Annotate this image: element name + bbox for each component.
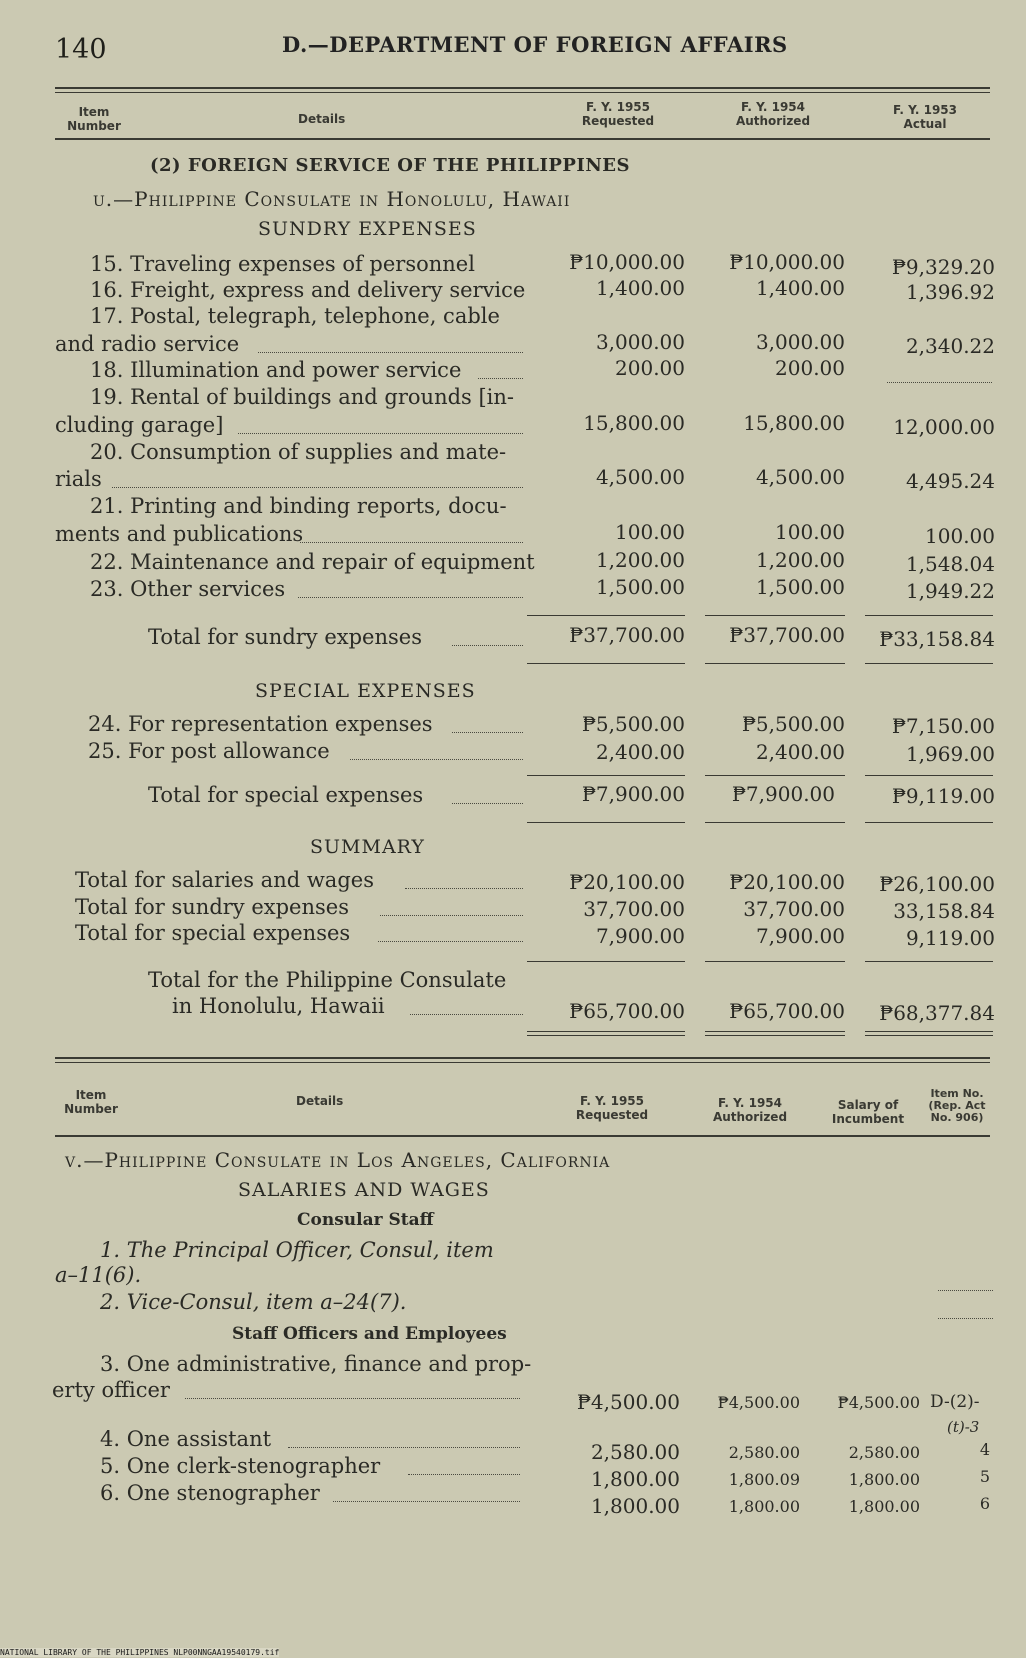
subtotal-rule xyxy=(527,615,685,616)
header2-top-rule xyxy=(55,1057,990,1059)
requested-grand-total: ₱65,700.00 xyxy=(569,999,685,1023)
actual-value: 2,340.22 xyxy=(905,334,995,358)
actual-value: 100.00 xyxy=(925,524,995,548)
authorized-value: 1,500.00 xyxy=(755,575,845,599)
requested-total: ₱7,900.00 xyxy=(581,782,685,806)
requested-value: 1,800.00 xyxy=(590,1467,680,1491)
expense-label: 20. Consumption of supplies and mate- xyxy=(90,440,507,464)
leader-dots xyxy=(298,597,523,598)
subtotal-rule xyxy=(705,775,845,776)
item-number-value: 4 xyxy=(979,1440,990,1459)
summary-label: Total for salaries and wages xyxy=(75,868,374,892)
expense-label: 18. Illumination and power service xyxy=(90,358,462,382)
salary-label-cont: erty officer xyxy=(52,1378,170,1402)
consular-staff-heading: Consular Staff xyxy=(297,1210,434,1230)
leader-dots xyxy=(378,941,523,942)
subtotal-rule xyxy=(865,961,993,962)
expense-label: 25. For post allowance xyxy=(88,739,330,763)
leader-dots xyxy=(410,1014,523,1015)
item-number-value: D-(2)- xyxy=(930,1392,980,1412)
summary-label: Total for sundry expenses xyxy=(75,895,349,919)
subtotal-rule xyxy=(865,775,993,776)
leader-dots xyxy=(380,915,523,916)
col-header-details: Details xyxy=(298,112,346,126)
requested-value: 7,900.00 xyxy=(595,924,685,948)
leader-dots xyxy=(238,433,523,434)
expense-label: 22. Maintenance and repair of equipment xyxy=(90,550,535,574)
blank-actual-dots xyxy=(887,382,992,383)
requested-value: 3,000.00 xyxy=(595,330,685,354)
requested-value: ₱20,100.00 xyxy=(569,870,685,894)
item-1-label-cont: a–11(6). xyxy=(55,1263,142,1287)
actual-value: 9,119.00 xyxy=(905,926,995,950)
leader-dots xyxy=(350,759,523,760)
leader-dots xyxy=(452,732,523,733)
col2-header-item-number: Item Number xyxy=(64,1088,118,1116)
header-top-rule xyxy=(55,87,990,89)
double-rule xyxy=(865,1035,993,1036)
actual-value: 1,949.22 xyxy=(905,579,995,603)
expense-label: 21. Printing and binding reports, docu- xyxy=(90,494,507,518)
salary-label: 4. One assistant xyxy=(100,1427,272,1451)
item-number-value: 6 xyxy=(979,1494,990,1513)
expense-label: 15. Traveling expenses of personnel xyxy=(90,252,475,276)
expense-label: 23. Other services xyxy=(90,577,286,601)
item-number-value-cont: (t)-3 xyxy=(947,1418,980,1436)
col-header-fy1954: F. Y. 1954 Authorized xyxy=(735,100,811,128)
special-expenses-heading: SPECIAL EXPENSES xyxy=(255,680,476,702)
leader-dots xyxy=(478,378,523,379)
sundry-expenses-heading: SUNDRY EXPENSES xyxy=(258,218,477,240)
subtotal-rule xyxy=(705,615,845,616)
total-rule xyxy=(705,822,845,823)
actual-value: 1,548.04 xyxy=(905,552,995,576)
authorized-value: 1,800.09 xyxy=(728,1470,800,1489)
leader-dots xyxy=(185,1398,520,1399)
subtotal-rule xyxy=(865,615,993,616)
authorized-total: ₱37,700.00 xyxy=(729,623,845,647)
header-top-rule-2 xyxy=(55,92,990,93)
requested-value: 1,500.00 xyxy=(595,575,685,599)
header-bottom-rule xyxy=(55,138,990,140)
expense-label: 16. Freight, express and delivery service xyxy=(90,278,526,302)
salary-incumbent-value: 1,800.00 xyxy=(848,1497,920,1516)
subsection-heading-los-angeles: v.—Philippine Consulate in Los Angeles, California xyxy=(65,1148,611,1172)
item-2-label: 2. Vice-Consul, item a–24(7). xyxy=(100,1290,407,1314)
authorized-value: 1,400.00 xyxy=(755,276,845,300)
actual-value: ₱7,150.00 xyxy=(891,714,995,738)
expense-label-cont: rials xyxy=(55,467,102,491)
leader-dots xyxy=(405,888,523,889)
salary-label: 3. One administrative, finance and prop- xyxy=(100,1352,532,1376)
total-rule xyxy=(865,663,993,664)
col2-header-fy1954: F. Y. 1954 Authorized xyxy=(712,1096,788,1124)
grand-total-label: Total for the Philippine Consulate xyxy=(148,968,507,992)
double-rule xyxy=(705,1031,845,1032)
actual-value: 1,396.92 xyxy=(905,280,995,304)
col-header-item-number: Item Number xyxy=(67,105,121,133)
double-rule xyxy=(865,1031,993,1032)
col-header-fy1955: F. Y. 1955 Requested xyxy=(581,100,655,128)
authorized-value: ₱5,500.00 xyxy=(741,712,845,736)
col-header-fy1953: F. Y. 1953 Actual xyxy=(892,103,957,131)
blank-item-dots xyxy=(938,1318,993,1319)
leader-dots xyxy=(300,542,523,543)
item-1-label: 1. The Principal Officer, Consul, item xyxy=(100,1238,494,1262)
actual-value: ₱26,100.00 xyxy=(879,872,995,896)
total-rule xyxy=(527,663,685,664)
scan-footer-label: NATIONAL LIBRARY OF THE PHILIPPINES NLP00NNGAA19540179.tif xyxy=(0,1648,280,1657)
salary-label: 5. One clerk-stenographer xyxy=(100,1454,381,1478)
subtotal-rule xyxy=(527,775,685,776)
actual-value: 1,969.00 xyxy=(905,742,995,766)
leader-dots xyxy=(333,1501,520,1502)
requested-value: 100.00 xyxy=(615,520,685,544)
actual-value: 4,495.24 xyxy=(905,469,995,493)
section-title: (2) FOREIGN SERVICE OF THE PHILIPPINES xyxy=(150,155,631,176)
total-rule xyxy=(865,822,993,823)
total-label: Total for sundry expenses xyxy=(148,625,422,649)
salary-incumbent-value: ₱4,500.00 xyxy=(837,1393,920,1412)
actual-total: ₱33,158.84 xyxy=(879,627,995,651)
authorized-value: 200.00 xyxy=(775,356,845,380)
summary-label: Total for special expenses xyxy=(75,921,351,945)
authorized-value: 4,500.00 xyxy=(755,465,845,489)
leader-dots xyxy=(452,803,523,804)
double-rule xyxy=(705,1035,845,1036)
col2-header-details: Details xyxy=(296,1094,344,1108)
authorized-total: ₱7,900.00 xyxy=(731,782,835,806)
authorized-value: ₱4,500.00 xyxy=(717,1393,800,1412)
summary-heading: SUMMARY xyxy=(310,836,425,858)
salary-incumbent-value: 1,800.00 xyxy=(848,1470,920,1489)
authorized-value: 3,000.00 xyxy=(755,330,845,354)
subsection-heading-honolulu: u.—Philippine Consulate in Honolulu, Hawaii xyxy=(93,187,571,211)
leader-dots xyxy=(288,1447,520,1448)
double-rule xyxy=(527,1035,685,1036)
authorized-value: 7,900.00 xyxy=(755,924,845,948)
expense-label: 17. Postal, telegraph, telephone, cable xyxy=(90,304,500,328)
page-number: 140 xyxy=(55,34,107,65)
requested-value: 1,800.00 xyxy=(590,1494,680,1518)
requested-value: ₱4,500.00 xyxy=(576,1390,680,1414)
requested-value: ₱10,000.00 xyxy=(569,250,685,274)
col2-header-item-no: Item No. (Rep. Act No. 906) xyxy=(928,1087,986,1124)
leader-dots xyxy=(112,487,523,488)
expense-label-cont: ments and publications xyxy=(55,522,304,546)
expense-label-cont: cluding garage] xyxy=(55,413,224,437)
col2-header-fy1955: F. Y. 1955 Requested xyxy=(575,1094,649,1122)
expense-label-cont: and radio service xyxy=(55,332,240,356)
authorized-value: 2,580.00 xyxy=(728,1443,800,1462)
requested-value: 4,500.00 xyxy=(595,465,685,489)
expense-label: 24. For representation expenses xyxy=(88,712,433,736)
salary-incumbent-value: 2,580.00 xyxy=(848,1443,920,1462)
department-title: D.—DEPARTMENT OF FOREIGN AFFAIRS xyxy=(282,32,788,57)
requested-value: 1,200.00 xyxy=(595,548,685,572)
leader-dots xyxy=(258,352,523,353)
actual-value: 33,158.84 xyxy=(893,899,995,923)
salary-label: 6. One stenographer xyxy=(100,1481,320,1505)
header2-top-rule-2 xyxy=(55,1062,990,1063)
requested-total: ₱37,700.00 xyxy=(569,623,685,647)
leader-dots xyxy=(408,1474,520,1475)
authorized-value: 1,200.00 xyxy=(755,548,845,572)
subtotal-rule xyxy=(705,961,845,962)
col2-header-salary-incumbent: Salary of Incumbent xyxy=(831,1098,905,1126)
authorized-value: 2,400.00 xyxy=(755,740,845,764)
authorized-value: ₱20,100.00 xyxy=(729,870,845,894)
requested-value: ₱5,500.00 xyxy=(581,712,685,736)
authorized-value: 100.00 xyxy=(775,520,845,544)
requested-value: 200.00 xyxy=(615,356,685,380)
total-rule xyxy=(527,822,685,823)
requested-value: 37,700.00 xyxy=(583,897,685,921)
authorized-value: ₱10,000.00 xyxy=(729,250,845,274)
total-rule xyxy=(705,663,845,664)
actual-value: 12,000.00 xyxy=(893,415,995,439)
requested-value: 2,400.00 xyxy=(595,740,685,764)
total-label: Total for special expenses xyxy=(148,783,424,807)
requested-value: 15,800.00 xyxy=(583,411,685,435)
subtotal-rule xyxy=(527,961,685,962)
requested-value: 1,400.00 xyxy=(595,276,685,300)
staff-officers-heading: Staff Officers and Employees xyxy=(232,1324,507,1344)
authorized-grand-total: ₱65,700.00 xyxy=(729,999,845,1023)
grand-total-label-cont: in Honolulu, Hawaii xyxy=(172,994,385,1018)
expense-label: 19. Rental of buildings and grounds [in- xyxy=(90,385,515,409)
actual-total: ₱9,119.00 xyxy=(891,784,995,808)
actual-grand-total: ₱68,377.84 xyxy=(879,1001,995,1025)
actual-value: ₱9,329.20 xyxy=(891,255,995,279)
salaries-wages-heading: SALARIES AND WAGES xyxy=(238,1179,490,1201)
authorized-value: 15,800.00 xyxy=(743,411,845,435)
blank-item-dots xyxy=(938,1290,993,1291)
leader-dots xyxy=(452,645,523,646)
authorized-value: 1,800.00 xyxy=(728,1497,800,1516)
double-rule xyxy=(527,1031,685,1032)
header2-bottom-rule xyxy=(55,1135,990,1137)
item-number-value: 5 xyxy=(979,1467,990,1486)
authorized-value: 37,700.00 xyxy=(743,897,845,921)
requested-value: 2,580.00 xyxy=(590,1440,680,1464)
